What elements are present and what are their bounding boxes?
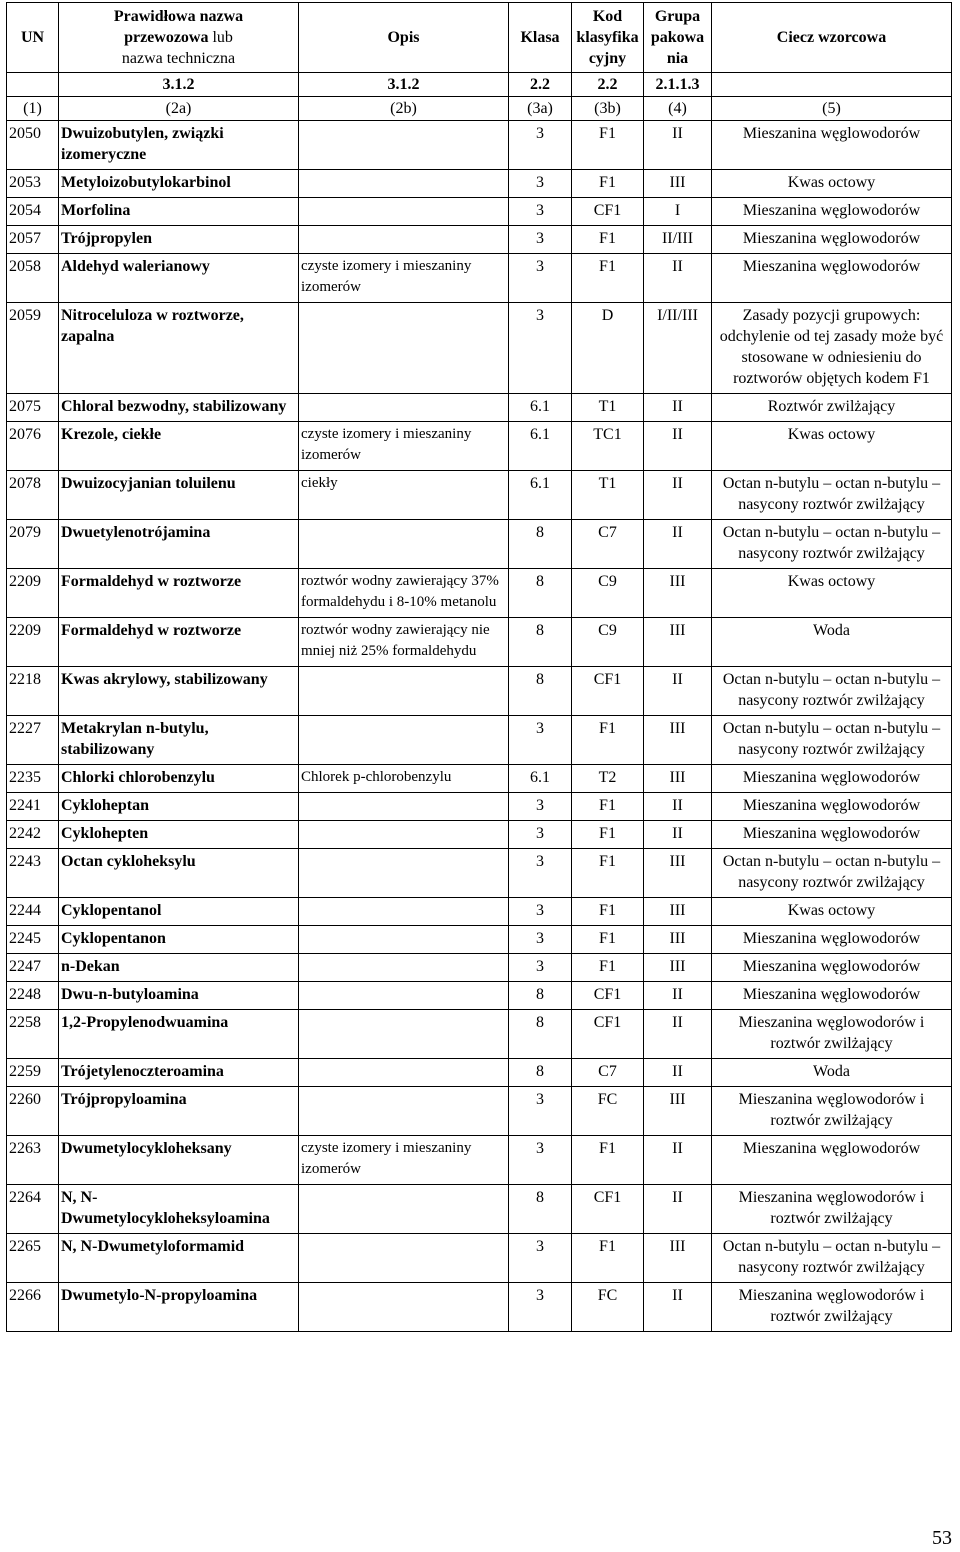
header-row bbox=[7, 3, 952, 73]
cell-un: 2241 bbox=[7, 793, 59, 821]
cell-liquid: Mieszanina węglowodorów bbox=[712, 121, 952, 170]
cell-un: 2209 bbox=[7, 569, 59, 618]
cell-liquid: Kwas octowy bbox=[712, 170, 952, 198]
cell-klasa: 3 bbox=[509, 793, 572, 821]
cell-description bbox=[299, 198, 509, 226]
cell-un: 2079 bbox=[7, 520, 59, 569]
table-row bbox=[7, 898, 952, 926]
table-row bbox=[7, 569, 952, 618]
cell-grupa: III bbox=[644, 1234, 712, 1283]
cell-kod: CF1 bbox=[572, 982, 644, 1010]
subheader-name: 3.1.2 bbox=[59, 73, 299, 97]
cell-name: Dwuizobutylen, związki izomeryczne bbox=[59, 121, 299, 170]
cell-liquid: Mieszanina węglowodorów bbox=[712, 793, 952, 821]
cell-klasa: 3 bbox=[509, 898, 572, 926]
cell-un: 2059 bbox=[7, 303, 59, 394]
colnum-opis: (2b) bbox=[299, 97, 509, 121]
cell-name: Dwu-n-butyloamina bbox=[59, 982, 299, 1010]
colnum-name: (2a) bbox=[59, 97, 299, 121]
cell-name: Trójetylenoczteroamina bbox=[59, 1059, 299, 1087]
cell-kod: T1 bbox=[572, 394, 644, 422]
cell-liquid: Mieszanina węglowodorów bbox=[712, 765, 952, 793]
cell-grupa: II bbox=[644, 667, 712, 716]
table-row bbox=[7, 821, 952, 849]
subheader-row bbox=[7, 73, 952, 97]
cell-klasa: 3 bbox=[509, 849, 572, 898]
cell-description: czyste izomery i mieszaniny izomerów bbox=[299, 254, 509, 303]
cell-klasa: 3 bbox=[509, 1087, 572, 1136]
cell-liquid: Kwas octowy bbox=[712, 422, 952, 471]
cell-kod: C9 bbox=[572, 618, 644, 667]
cell-name: Dwuetylenotrójamina bbox=[59, 520, 299, 569]
cell-liquid: Kwas octowy bbox=[712, 898, 952, 926]
cell-name: Cyklopentanon bbox=[59, 926, 299, 954]
cell-kod: F1 bbox=[572, 1234, 644, 1283]
cell-un: 2244 bbox=[7, 898, 59, 926]
cell-name: n-Dekan bbox=[59, 954, 299, 982]
cell-grupa: III bbox=[644, 1087, 712, 1136]
cell-klasa: 8 bbox=[509, 569, 572, 618]
cell-grupa: II bbox=[644, 1283, 712, 1332]
colnum-klasa: (3a) bbox=[509, 97, 572, 121]
cell-grupa: III bbox=[644, 898, 712, 926]
cell-kod: CF1 bbox=[572, 667, 644, 716]
header-opis: Opis bbox=[299, 3, 509, 73]
cell-kod: T2 bbox=[572, 765, 644, 793]
cell-description bbox=[299, 849, 509, 898]
header-name bbox=[59, 3, 299, 73]
table-row bbox=[7, 954, 952, 982]
cell-kod: F1 bbox=[572, 821, 644, 849]
cell-kod: F1 bbox=[572, 254, 644, 303]
cell-liquid: Mieszanina węglowodorów i roztwór zwilżający bbox=[712, 1087, 952, 1136]
cell-un: 2243 bbox=[7, 849, 59, 898]
cell-un: 2259 bbox=[7, 1059, 59, 1087]
cell-name: Formaldehyd w roztworze bbox=[59, 569, 299, 618]
cell-klasa: 3 bbox=[509, 1283, 572, 1332]
cell-liquid: Mieszanina węglowodorów bbox=[712, 198, 952, 226]
cell-name: Kwas akrylowy, stabilizowany bbox=[59, 667, 299, 716]
cell-kod: F1 bbox=[572, 849, 644, 898]
table-row bbox=[7, 422, 952, 471]
cell-un: 2265 bbox=[7, 1234, 59, 1283]
cell-klasa: 3 bbox=[509, 1136, 572, 1185]
cell-un: 2235 bbox=[7, 765, 59, 793]
cell-klasa: 8 bbox=[509, 618, 572, 667]
colnum-kod: (3b) bbox=[572, 97, 644, 121]
cell-kod: C9 bbox=[572, 569, 644, 618]
cell-liquid: Mieszanina węglowodorów bbox=[712, 821, 952, 849]
cell-klasa: 8 bbox=[509, 1010, 572, 1059]
cell-klasa: 3 bbox=[509, 954, 572, 982]
cell-description bbox=[299, 520, 509, 569]
table-body bbox=[7, 121, 952, 1332]
cell-description bbox=[299, 982, 509, 1010]
cell-grupa: II bbox=[644, 821, 712, 849]
cell-description: czyste izomery i mieszaniny izomerów bbox=[299, 1136, 509, 1185]
cell-liquid: Octan n-butylu – octan n-butylu –nasycony roztwór zwilżający bbox=[712, 471, 952, 520]
cell-name: N, N-Dwumetylocykloheksyloamina bbox=[59, 1185, 299, 1234]
cell-description: roztwór wodny zawierający nie mniej niż 25% formaldehydu bbox=[299, 618, 509, 667]
table-row bbox=[7, 716, 952, 765]
cell-name: Chlorki chlorobenzylu bbox=[59, 765, 299, 793]
table-row bbox=[7, 226, 952, 254]
table-row bbox=[7, 1283, 952, 1332]
table-row bbox=[7, 926, 952, 954]
cell-klasa: 8 bbox=[509, 520, 572, 569]
cell-liquid: Mieszanina węglowodorów bbox=[712, 226, 952, 254]
table-row bbox=[7, 1059, 952, 1087]
subheader-opis: 3.1.2 bbox=[299, 73, 509, 97]
cell-kod: F1 bbox=[572, 716, 644, 765]
cell-liquid: Zasady pozycji grupowych: odchylenie od tej zasady może być stosowane w odniesieniu do roztworów objętych kodem F1 bbox=[712, 303, 952, 394]
table-row bbox=[7, 121, 952, 170]
cell-name: Cykloheptan bbox=[59, 793, 299, 821]
colnum-un: (1) bbox=[7, 97, 59, 121]
cell-description bbox=[299, 1234, 509, 1283]
cell-description bbox=[299, 394, 509, 422]
cell-kod: C7 bbox=[572, 520, 644, 569]
cell-klasa: 6.1 bbox=[509, 471, 572, 520]
cell-description bbox=[299, 226, 509, 254]
cell-kod: F1 bbox=[572, 898, 644, 926]
cell-kod: F1 bbox=[572, 170, 644, 198]
table-row bbox=[7, 765, 952, 793]
cell-grupa: III bbox=[644, 716, 712, 765]
cell-description bbox=[299, 793, 509, 821]
cell-description bbox=[299, 1185, 509, 1234]
cell-grupa: II bbox=[644, 471, 712, 520]
cell-kod: F1 bbox=[572, 226, 644, 254]
cell-un: 2218 bbox=[7, 667, 59, 716]
cell-grupa: III bbox=[644, 926, 712, 954]
cell-grupa: II bbox=[644, 422, 712, 471]
cell-name: Chloral bezwodny, stabilizowany bbox=[59, 394, 299, 422]
cell-un: 2242 bbox=[7, 821, 59, 849]
cell-liquid: Woda bbox=[712, 1059, 952, 1087]
column-number-row bbox=[7, 97, 952, 121]
cell-liquid: Mieszanina węglowodorów i roztwór zwilżający bbox=[712, 1185, 952, 1234]
table-row bbox=[7, 1234, 952, 1283]
subheader-klasa: 2.2 bbox=[509, 73, 572, 97]
cell-liquid: Octan n-butylu – octan n-butylu –nasycony roztwór zwilżający bbox=[712, 849, 952, 898]
header-klasa: Klasa bbox=[509, 3, 572, 73]
subheader-ciecz bbox=[712, 73, 952, 97]
cell-description bbox=[299, 716, 509, 765]
cell-description bbox=[299, 1087, 509, 1136]
cell-grupa: III bbox=[644, 170, 712, 198]
cell-un: 2209 bbox=[7, 618, 59, 667]
cell-grupa: III bbox=[644, 765, 712, 793]
cell-un: 2227 bbox=[7, 716, 59, 765]
cell-un: 2050 bbox=[7, 121, 59, 170]
cell-kod: D bbox=[572, 303, 644, 394]
cell-klasa: 8 bbox=[509, 1185, 572, 1234]
cell-name: Dwumetylo-N-propyloamina bbox=[59, 1283, 299, 1332]
cell-kod: F1 bbox=[572, 793, 644, 821]
header-kod-line3: cyjny bbox=[588, 50, 627, 67]
cell-un: 2075 bbox=[7, 394, 59, 422]
subheader-un bbox=[7, 73, 59, 97]
cell-liquid: Woda bbox=[712, 618, 952, 667]
cell-description: czyste izomery i mieszaniny izomerów bbox=[299, 422, 509, 471]
cell-un: 2248 bbox=[7, 982, 59, 1010]
cell-name: Octan cykloheksylu bbox=[59, 849, 299, 898]
cell-un: 2057 bbox=[7, 226, 59, 254]
cell-name: Dwumetylocykloheksany bbox=[59, 1136, 299, 1185]
header-name-line2-rest: lub bbox=[208, 29, 233, 46]
cell-liquid: Mieszanina węglowodorów i roztwór zwilżający bbox=[712, 1283, 952, 1332]
cell-liquid: Octan n-butylu – octan n-butylu –nasycony roztwór zwilżający bbox=[712, 1234, 952, 1283]
cell-kod: CF1 bbox=[572, 1185, 644, 1234]
cell-description bbox=[299, 1059, 509, 1087]
cell-liquid: Mieszanina węglowodorów i roztwór zwilżający bbox=[712, 1010, 952, 1059]
cell-klasa: 6.1 bbox=[509, 765, 572, 793]
cell-klasa: 3 bbox=[509, 198, 572, 226]
table-row bbox=[7, 982, 952, 1010]
cell-name: Trójpropylen bbox=[59, 226, 299, 254]
cell-name: N, N-Dwumetyloformamid bbox=[59, 1234, 299, 1283]
cell-kod: FC bbox=[572, 1087, 644, 1136]
cell-grupa: II bbox=[644, 1059, 712, 1087]
cell-kod: F1 bbox=[572, 1136, 644, 1185]
cell-un: 2258 bbox=[7, 1010, 59, 1059]
cell-klasa: 3 bbox=[509, 716, 572, 765]
cell-liquid: Octan n-butylu – octan n-butylu –nasycony roztwór zwilżający bbox=[712, 667, 952, 716]
cell-un: 2058 bbox=[7, 254, 59, 303]
table-row bbox=[7, 618, 952, 667]
cell-grupa: II bbox=[644, 520, 712, 569]
cell-kod: CF1 bbox=[572, 1010, 644, 1059]
cell-liquid: Mieszanina węglowodorów bbox=[712, 982, 952, 1010]
cell-description bbox=[299, 170, 509, 198]
header-name-line3: nazwa techniczna bbox=[121, 50, 236, 67]
subheader-kod: 2.2 bbox=[572, 73, 644, 97]
cell-grupa: III bbox=[644, 954, 712, 982]
cell-un: 2076 bbox=[7, 422, 59, 471]
cell-name: Aldehyd walerianowy bbox=[59, 254, 299, 303]
cell-grupa: II/III bbox=[644, 226, 712, 254]
table-row bbox=[7, 667, 952, 716]
cell-name: Formaldehyd w roztworze bbox=[59, 618, 299, 667]
cell-name: Trójpropyloamina bbox=[59, 1087, 299, 1136]
header-grupa-line3: nia bbox=[666, 50, 689, 67]
cell-grupa: II bbox=[644, 1136, 712, 1185]
table-row bbox=[7, 793, 952, 821]
cell-kod: TC1 bbox=[572, 422, 644, 471]
table-row bbox=[7, 471, 952, 520]
cell-description bbox=[299, 1283, 509, 1332]
header-name-line2: przewozowa bbox=[124, 29, 209, 46]
cell-un: 2266 bbox=[7, 1283, 59, 1332]
cell-description: ciekły bbox=[299, 471, 509, 520]
cell-klasa: 3 bbox=[509, 303, 572, 394]
cell-kod: CF1 bbox=[572, 198, 644, 226]
cell-grupa: III bbox=[644, 569, 712, 618]
cell-description bbox=[299, 926, 509, 954]
cell-kod: F1 bbox=[572, 954, 644, 982]
header-kod bbox=[572, 3, 644, 73]
cell-klasa: 3 bbox=[509, 926, 572, 954]
cell-name: Krezole, ciekłe bbox=[59, 422, 299, 471]
cell-liquid: Mieszanina węglowodorów bbox=[712, 926, 952, 954]
cell-grupa: II bbox=[644, 121, 712, 170]
cell-grupa: II bbox=[644, 1010, 712, 1059]
cell-klasa: 3 bbox=[509, 226, 572, 254]
dangerous-goods-table bbox=[6, 2, 952, 1332]
table-row bbox=[7, 520, 952, 569]
cell-name: Nitroceluloza w roztworze, zapalna bbox=[59, 303, 299, 394]
cell-name: Morfolina bbox=[59, 198, 299, 226]
cell-description bbox=[299, 303, 509, 394]
cell-name: Cyklopentanol bbox=[59, 898, 299, 926]
header-grupa-line1: Grupa bbox=[654, 8, 701, 25]
cell-description bbox=[299, 954, 509, 982]
cell-description bbox=[299, 121, 509, 170]
table-row bbox=[7, 254, 952, 303]
cell-un: 2053 bbox=[7, 170, 59, 198]
cell-grupa: II bbox=[644, 254, 712, 303]
header-kod-line2: klasyfika bbox=[576, 29, 639, 46]
table-row bbox=[7, 1010, 952, 1059]
table-row bbox=[7, 303, 952, 394]
table-row bbox=[7, 198, 952, 226]
cell-klasa: 3 bbox=[509, 1234, 572, 1283]
header-ciecz: Ciecz wzorcowa bbox=[712, 3, 952, 73]
cell-liquid: Octan n-butylu – octan n-butylu –nasycony roztwór zwilżający bbox=[712, 520, 952, 569]
cell-liquid: Octan n-butylu – octan n-butylu –nasycony roztwór zwilżający bbox=[712, 716, 952, 765]
cell-un: 2078 bbox=[7, 471, 59, 520]
colnum-grupa: (4) bbox=[644, 97, 712, 121]
cell-un: 2260 bbox=[7, 1087, 59, 1136]
header-grupa-line2: pakowa bbox=[650, 29, 705, 46]
cell-liquid: Mieszanina węglowodorów bbox=[712, 254, 952, 303]
cell-description bbox=[299, 667, 509, 716]
cell-un: 2247 bbox=[7, 954, 59, 982]
cell-liquid: Kwas octowy bbox=[712, 569, 952, 618]
cell-description: roztwór wodny zawierający 37% formaldehydu i 8-10% metanolu bbox=[299, 569, 509, 618]
cell-description bbox=[299, 898, 509, 926]
cell-kod: C7 bbox=[572, 1059, 644, 1087]
header-grupa bbox=[644, 3, 712, 73]
cell-klasa: 8 bbox=[509, 982, 572, 1010]
cell-klasa: 8 bbox=[509, 667, 572, 716]
cell-liquid: Roztwór zwilżający bbox=[712, 394, 952, 422]
table-row bbox=[7, 170, 952, 198]
table-row bbox=[7, 1136, 952, 1185]
cell-klasa: 8 bbox=[509, 1059, 572, 1087]
cell-un: 2263 bbox=[7, 1136, 59, 1185]
cell-grupa: I/II/III bbox=[644, 303, 712, 394]
cell-klasa: 3 bbox=[509, 121, 572, 170]
cell-name: Metyloizobutylokarbinol bbox=[59, 170, 299, 198]
header-name-line1: Prawidłowa nazwa bbox=[113, 8, 244, 25]
cell-liquid: Mieszanina węglowodorów bbox=[712, 954, 952, 982]
cell-name: Cyklohepten bbox=[59, 821, 299, 849]
cell-grupa: II bbox=[644, 1185, 712, 1234]
table-row bbox=[7, 1185, 952, 1234]
header-un: UN bbox=[7, 3, 59, 73]
cell-grupa: III bbox=[644, 849, 712, 898]
cell-klasa: 3 bbox=[509, 170, 572, 198]
colnum-ciecz: (5) bbox=[712, 97, 952, 121]
cell-grupa: II bbox=[644, 394, 712, 422]
cell-kod: T1 bbox=[572, 471, 644, 520]
cell-klasa: 6.1 bbox=[509, 394, 572, 422]
cell-klasa: 6.1 bbox=[509, 422, 572, 471]
cell-grupa: II bbox=[644, 982, 712, 1010]
table-row bbox=[7, 1087, 952, 1136]
cell-klasa: 3 bbox=[509, 821, 572, 849]
cell-kod: FC bbox=[572, 1283, 644, 1332]
cell-description bbox=[299, 821, 509, 849]
cell-description bbox=[299, 1010, 509, 1059]
cell-description: Chlorek p-chlorobenzylu bbox=[299, 765, 509, 793]
cell-grupa: III bbox=[644, 618, 712, 667]
cell-name: Dwuizocyjanian toluilenu bbox=[59, 471, 299, 520]
cell-name: Metakrylan n-butylu, stabilizowany bbox=[59, 716, 299, 765]
cell-liquid: Mieszanina węglowodorów bbox=[712, 1136, 952, 1185]
cell-klasa: 3 bbox=[509, 254, 572, 303]
table-row bbox=[7, 849, 952, 898]
cell-un: 2264 bbox=[7, 1185, 59, 1234]
header-kod-line1: Kod bbox=[592, 8, 623, 25]
cell-name: 1,2-Propylenodwuamina bbox=[59, 1010, 299, 1059]
cell-kod: F1 bbox=[572, 121, 644, 170]
cell-un: 2245 bbox=[7, 926, 59, 954]
cell-un: 2054 bbox=[7, 198, 59, 226]
page-number: 53 bbox=[932, 1527, 952, 1549]
cell-kod: F1 bbox=[572, 926, 644, 954]
cell-grupa: II bbox=[644, 793, 712, 821]
cell-grupa: I bbox=[644, 198, 712, 226]
table-row bbox=[7, 394, 952, 422]
subheader-grupa: 2.1.1.3 bbox=[644, 73, 712, 97]
